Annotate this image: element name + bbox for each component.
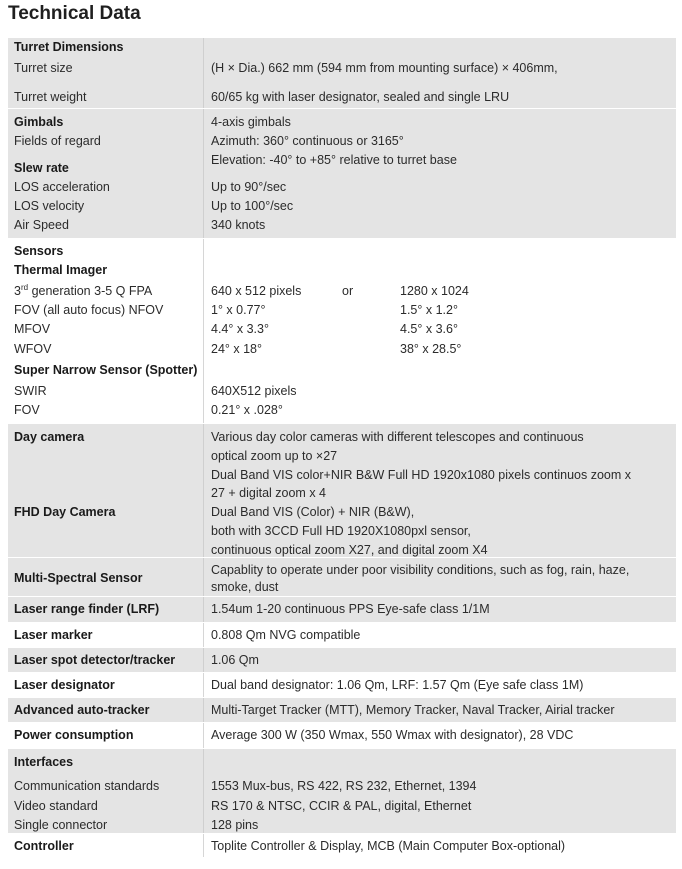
spec-value: 1.54um 1-20 continuous PPS Eye-safe class 1/1M — [211, 602, 490, 616]
spec-heading: Advanced auto-tracker — [14, 703, 150, 717]
spec-value: Multi-Target Tracker (MTT), Memory Tracker, Naval Tracker, Airial tracker — [211, 703, 615, 717]
spec-value: 4.4° x 3.3° — [211, 322, 269, 336]
spec-label: 3rd generation 3-5 Q FPA — [14, 282, 153, 298]
spec-heading: Laser designator — [14, 678, 115, 692]
spec-value: 640 x 512 pixels — [211, 284, 302, 298]
spec-value: Dual Band VIS (Color) + NIR (B&W), — [211, 505, 415, 519]
spec-value: Up to 100°/sec — [211, 199, 294, 213]
spec-section — [8, 597, 676, 623]
spec-section — [8, 834, 676, 858]
spec-value-alt: 38° x 28.5° — [400, 342, 462, 356]
spec-value: Up to 90°/sec — [211, 180, 287, 194]
spec-value: 4-axis gimbals — [211, 115, 291, 129]
spec-heading: Laser range finder (LRF) — [14, 602, 160, 616]
page-title: Technical Data — [8, 3, 141, 24]
spec-value: (H × Dia.) 662 mm (594 mm from mounting surface) × 406mm, — [211, 61, 558, 75]
spec-section — [8, 109, 676, 239]
spec-label: FOV — [14, 403, 40, 417]
spec-value: 27 + digital zoom x 4 — [211, 486, 326, 500]
spec-value: 0.21° x .028° — [211, 403, 283, 417]
spec-heading: Power consumption — [14, 728, 134, 742]
spec-value-alt: 1.5° x 1.2° — [400, 303, 458, 317]
spec-value: 24° x 18° — [211, 342, 263, 356]
spec-value: 60/65 kg with laser designator, sealed and single LRU — [211, 90, 510, 104]
spec-value: continuous optical zoom X27, and digital zoom X4 — [211, 543, 488, 557]
spec-heading: FHD Day Camera — [14, 505, 116, 519]
spec-section — [8, 749, 676, 834]
spec-section — [8, 558, 676, 597]
spec-section — [8, 648, 676, 673]
spec-value: Various day color cameras with different telescopes and continuous — [211, 430, 584, 444]
spec-heading: Slew rate — [14, 161, 69, 175]
spec-heading: Interfaces — [14, 755, 74, 769]
spec-value: 1553 Mux-bus, RS 422, RS 232, Ethernet, 1394 — [211, 779, 477, 793]
spec-label: MFOV — [14, 322, 51, 336]
spec-section — [8, 723, 676, 749]
spec-label: FOV (all auto focus) NFOV — [14, 303, 164, 317]
spec-section — [8, 239, 676, 424]
spec-section — [8, 698, 676, 723]
spec-value: 1.06 Qm — [211, 653, 259, 667]
spec-value: Dual Band VIS color+NIR B&W Full HD 1920x1080 pixels continuos zoom x — [211, 468, 631, 482]
spec-value-alt: 1280 x 1024 — [400, 284, 469, 298]
spec-value-alt: or — [342, 284, 354, 298]
spec-label: Single connector — [14, 818, 108, 832]
spec-value: Toplite Controller & Display, MCB (Main Computer Box-optional) — [211, 839, 566, 853]
spec-value: Azimuth: 360° continuous or 3165° — [211, 134, 404, 148]
spec-heading: Multi-Spectral Sensor — [14, 571, 143, 585]
spec-label: Fields of regard — [14, 134, 101, 148]
spec-value: Average 300 W (350 Wmax, 550 Wmax with designator), 28 VDC — [211, 728, 574, 742]
spec-label: LOS velocity — [14, 199, 85, 213]
spec-value: smoke, dust — [211, 580, 279, 594]
spec-value: Elevation: -40° to +85° relative to turret base — [211, 153, 457, 167]
spec-section — [8, 424, 676, 558]
spec-table — [8, 38, 676, 858]
spec-section — [8, 673, 676, 698]
spec-value: 640X512 pixels — [211, 384, 297, 398]
spec-value: 340 knots — [211, 218, 266, 232]
spec-label: WFOV — [14, 342, 52, 356]
spec-section — [8, 623, 676, 648]
spec-label: Turret weight — [14, 90, 87, 104]
spec-heading: Laser marker — [14, 628, 93, 642]
spec-heading: Sensors — [14, 244, 64, 258]
spec-heading: Day camera — [14, 430, 85, 444]
spec-label: Air Speed — [14, 218, 69, 232]
spec-value: both with 3CCD Full HD 1920X1080pxl sensor, — [211, 524, 471, 538]
spec-heading: Controller — [14, 839, 74, 853]
spec-value-alt: 4.5° x 3.6° — [400, 322, 458, 336]
spec-label: Video standard — [14, 799, 98, 813]
spec-heading: Gimbals — [14, 115, 64, 129]
spec-label: SWIR — [14, 384, 47, 398]
spec-value: 128 pins — [211, 818, 259, 832]
spec-section — [8, 38, 676, 109]
spec-label: Turret size — [14, 61, 73, 75]
spec-value: 1° x 0.77° — [211, 303, 266, 317]
spec-value: optical zoom up to ×27 — [211, 449, 338, 463]
spec-value: 0.808 Qm NVG compatible — [211, 628, 361, 642]
spec-heading: Turret Dimensions — [14, 40, 124, 54]
spec-heading: Super Narrow Sensor (Spotter) — [14, 363, 198, 377]
spec-value: Dual band designator: 1.06 Qm, LRF: 1.57 Qm (Eye safe class 1M) — [211, 678, 584, 692]
spec-value: Capablity to operate under poor visibility conditions, such as fog, rain, haze, — [211, 563, 630, 577]
spec-label: LOS acceleration — [14, 180, 110, 194]
spec-label: Communication standards — [14, 779, 160, 793]
spec-heading: Laser spot detector/tracker — [14, 653, 176, 667]
spec-heading: Thermal Imager — [14, 263, 108, 277]
spec-value: RS 170 & NTSC, CCIR & PAL, digital, Ethernet — [211, 799, 472, 813]
